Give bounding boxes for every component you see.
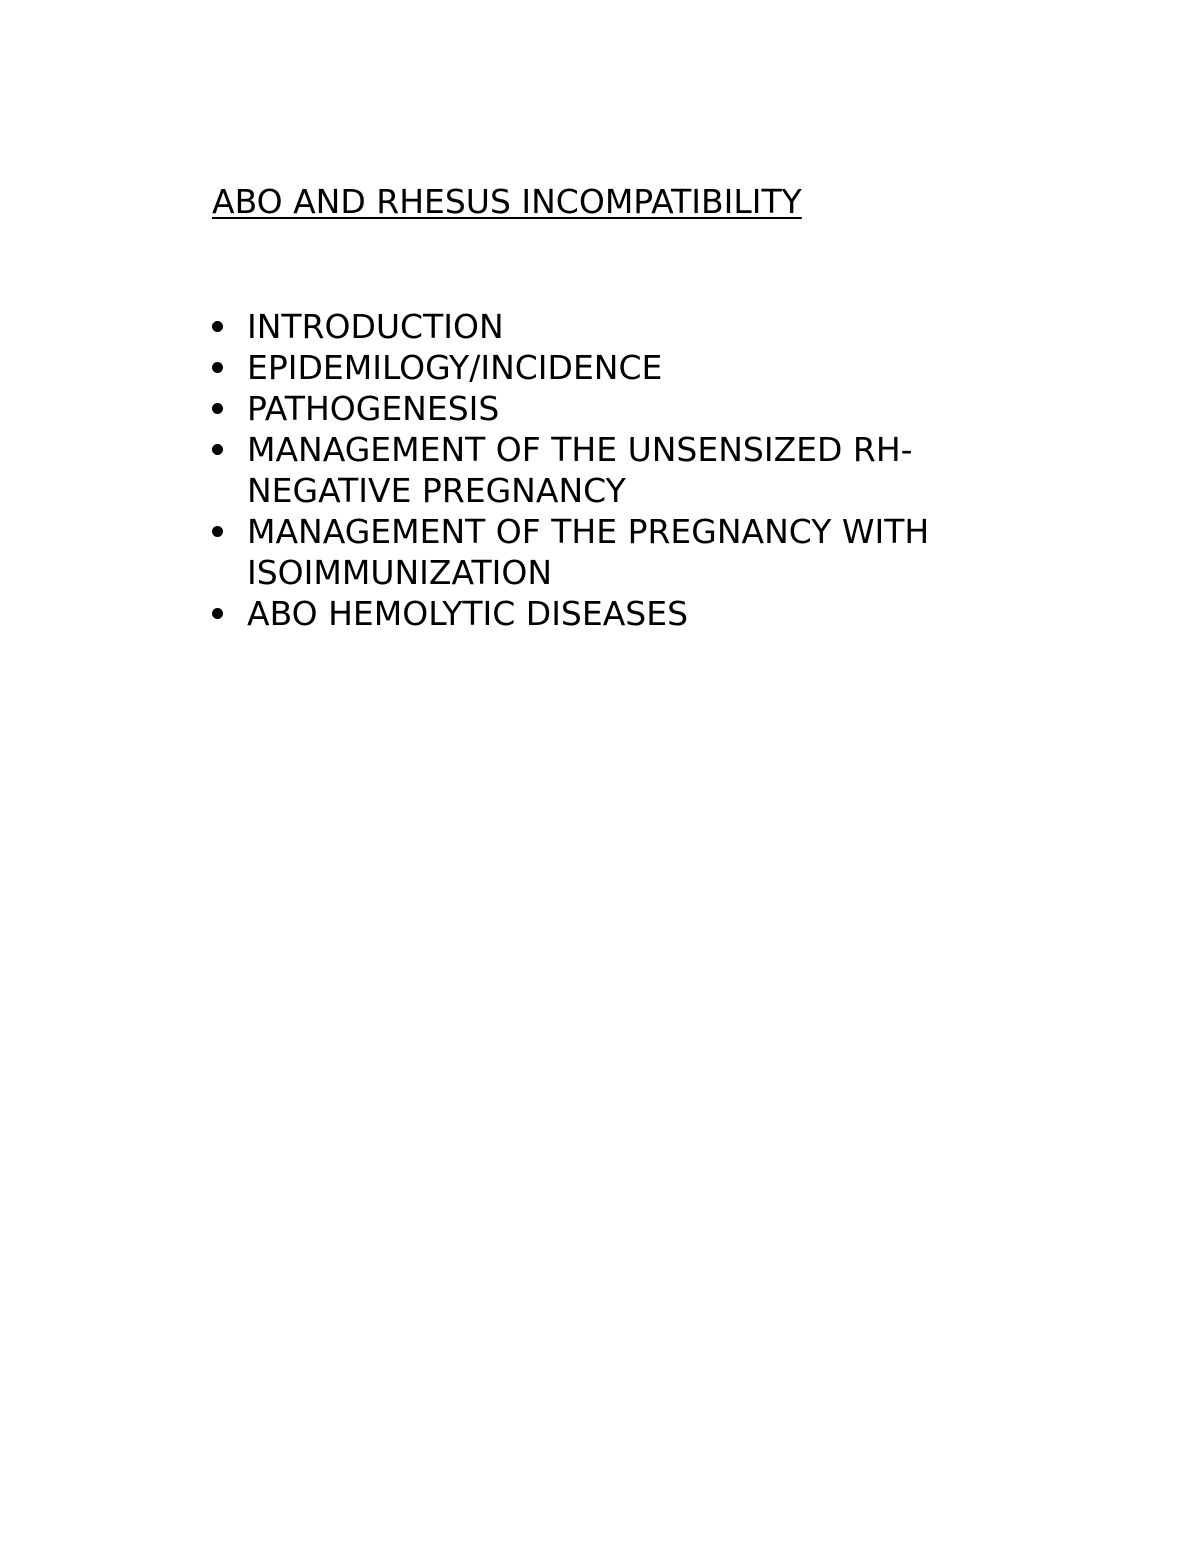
list-item-text: MANAGEMENT OF THE UNSENSIZED RH-NEGATIVE PREGNANCY bbox=[247, 430, 913, 510]
bullet-icon bbox=[212, 403, 223, 414]
bullet-icon bbox=[212, 362, 223, 373]
list-item bbox=[212, 593, 992, 634]
list-item bbox=[212, 306, 992, 347]
list-item bbox=[212, 388, 992, 429]
list-item-text: MANAGEMENT OF THE PREGNANCY WITH ISOIMMUNIZATION bbox=[247, 512, 930, 592]
bullet-icon bbox=[212, 444, 223, 455]
list-item bbox=[212, 347, 992, 388]
topic-outline-list bbox=[212, 306, 992, 634]
list-item bbox=[212, 511, 992, 593]
list-item-text: INTRODUCTION bbox=[247, 307, 504, 346]
list-item bbox=[212, 429, 992, 511]
bullet-icon bbox=[212, 526, 223, 537]
document-title: ABO AND RHESUS INCOMPATIBILITY bbox=[212, 182, 802, 221]
list-item-text: PATHOGENESIS bbox=[247, 389, 500, 428]
list-item-text: ABO HEMOLYTIC DISEASES bbox=[247, 594, 689, 633]
bullet-icon bbox=[212, 321, 223, 332]
bullet-icon bbox=[212, 608, 223, 619]
list-item-text: EPIDEMILOGY/INCIDENCE bbox=[247, 348, 663, 387]
